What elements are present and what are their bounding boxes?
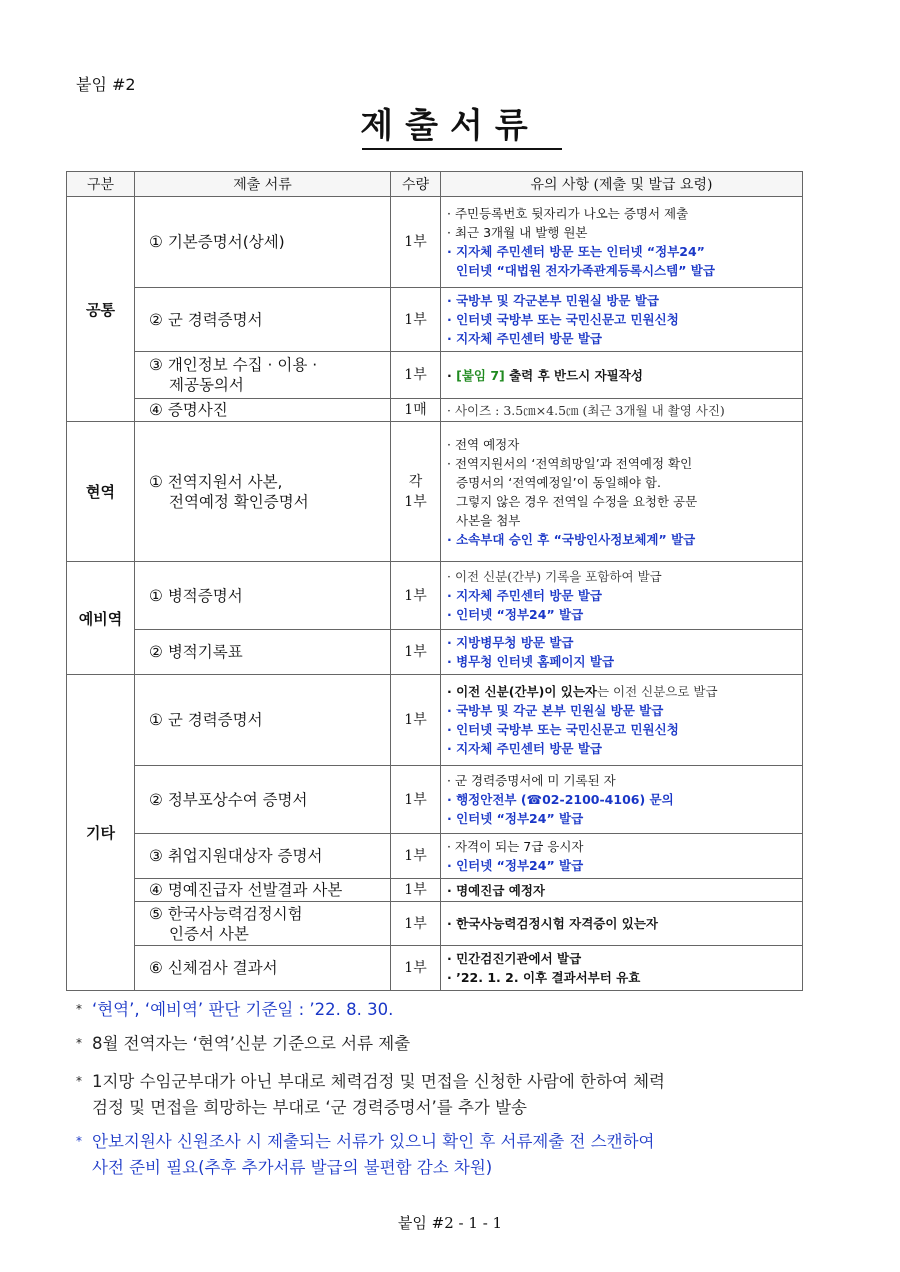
doc-notes: · 전역 예정자 · 전역지원서의 ‘전역희망일’과 전역예정 확인 증명서의 ‘전역예정일’이 동일해야 함. 그렇지 않은 경우 전역일 수정을 요청한 공문 사본을 첨부 · 소속부대 승인 후 “국방인사정보체계” 발급 [441, 422, 803, 562]
doc-notes: · 주민등록번호 뒷자리가 나오는 증명서 제출 · 최근 3개월 내 발행 원본 · 지자체 주민센터 방문 또는 인터넷 “정부24” 인터넷 “대법원 전자가족관계등록시스템” 발급 [441, 197, 803, 288]
table-row [67, 288, 803, 352]
footnote-reference-date: * ‘현역’, ‘예비역’ 판단 기준일 : ’22. 8. 30. [76, 1000, 394, 1019]
doc-quantity: 1부 [391, 675, 441, 766]
col-header-category: 구분 [67, 172, 135, 197]
doc-name: ③ 취업지원대상자 증명서 [135, 834, 391, 879]
footnote-security-check: * 안보지원사 신원조사 시 제출되는 서류가 있으니 확인 후 서류제출 전 스캔하여 사전 준비 필요(추후 추가서류 발급의 불편함 감소 차원) [76, 1132, 655, 1177]
doc-quantity: 각 1부 [391, 422, 441, 562]
table-row [67, 946, 803, 991]
title-underline [362, 148, 562, 150]
doc-quantity: 1부 [391, 352, 441, 399]
doc-notes: · 국방부 및 각군본부 민원실 방문 발급 · 인터넷 국방부 또는 국민신문고 민원신청 · 지자체 주민센터 방문 발급 [441, 288, 803, 352]
table-row [67, 422, 803, 562]
table-row [67, 902, 803, 946]
doc-name: ④ 증명사진 [135, 399, 391, 422]
doc-notes: · 지방병무청 방문 발급 · 병무청 인터넷 홈페이지 발급 [441, 630, 803, 675]
table-row [67, 562, 803, 630]
doc-notes: · 사이즈 : 3.5㎝×4.5㎝ (최근 3개월 내 촬영 사진) [441, 399, 803, 422]
doc-quantity: 1부 [391, 834, 441, 879]
category-other: 기타 [67, 675, 135, 991]
doc-name: ① 병적증명서 [135, 562, 391, 630]
col-header-notes: 유의 사항 (제출 및 발급 요령) [441, 172, 803, 197]
footnote-other-unit: * 1지망 수임군부대가 아닌 부대로 체력검정 및 면접을 신청한 사람에 한하여 체력 검정 및 면접을 희망하는 부대로 ‘군 경력증명서’를 추가 발송 [76, 1072, 665, 1117]
table-header-row [67, 172, 803, 197]
doc-name: ⑤ 한국사능력검정시험 인증서 사본 [135, 902, 391, 946]
documents-table [66, 171, 803, 991]
attachment-tag: [붙임 7] [456, 367, 505, 383]
doc-notes: · 한국사능력검정시험 자격증이 있는자 [441, 902, 803, 946]
category-common: 공통 [67, 197, 135, 422]
doc-quantity: 1부 [391, 197, 441, 288]
doc-name: ③ 개인정보 수집 · 이용 · 제공동의서 [135, 352, 391, 399]
doc-name: ② 정부포상수여 증명서 [135, 766, 391, 834]
doc-name: ② 병적기록표 [135, 630, 391, 675]
table-row [67, 766, 803, 834]
page-title: 제출서류 [360, 106, 540, 146]
doc-quantity: 1부 [391, 879, 441, 902]
doc-name: ④ 명예진급자 선발결과 사본 [135, 879, 391, 902]
table-row [67, 399, 803, 422]
doc-notes: · 명예진급 예정자 [441, 879, 803, 902]
doc-name: ① 군 경력증명서 [135, 675, 391, 766]
category-reserve: 예비역 [67, 562, 135, 675]
doc-quantity: 1부 [391, 946, 441, 991]
table-row [67, 197, 803, 288]
doc-quantity: 1부 [391, 766, 441, 834]
col-header-document: 제출 서류 [135, 172, 391, 197]
col-header-quantity: 수량 [391, 172, 441, 197]
doc-notes: · 자격이 되는 7급 응시자 · 인터넷 “정부24” 발급 [441, 834, 803, 879]
doc-name: ① 전역지원서 사본, 전역예정 확인증명서 [135, 422, 391, 562]
page-number: 붙임 #2 - 1 - 1 [397, 1214, 503, 1232]
table-row [67, 834, 803, 879]
footnote-august-discharge: * 8월 전역자는 ‘현역’신분 기준으로 서류 제출 [76, 1034, 411, 1053]
table-row [67, 879, 803, 902]
doc-quantity: 1부 [391, 562, 441, 630]
table-row [67, 352, 803, 399]
doc-quantity: 1매 [391, 399, 441, 422]
doc-notes: · 이전 신분(간부) 기록을 포함하여 발급 · 지자체 주민센터 방문 발급 · 인터넷 “정부24” 발급 [441, 562, 803, 630]
table-row [67, 630, 803, 675]
doc-notes: · [붙임 7] 출력 후 반드시 자필작성 [441, 352, 803, 399]
attachment-label: 붙임 #2 [76, 75, 136, 94]
category-active: 현역 [67, 422, 135, 562]
doc-name: ⑥ 신체검사 결과서 [135, 946, 391, 991]
doc-name: ① 기본증명서(상세) [135, 197, 391, 288]
doc-notes: · 민간검진기관에서 발급 · ’22. 1. 2. 이후 결과서부터 유효 [441, 946, 803, 991]
table-row [67, 675, 803, 766]
doc-notes: · 군 경력증명서에 미 기록된 자 · 행정안전부 (☎02-2100-4106) 문의 · 인터넷 “정부24” 발급 [441, 766, 803, 834]
doc-quantity: 1부 [391, 902, 441, 946]
doc-name: ② 군 경력증명서 [135, 288, 391, 352]
doc-quantity: 1부 [391, 288, 441, 352]
doc-quantity: 1부 [391, 630, 441, 675]
doc-notes: · 이전 신분(간부)이 있는자는 이전 신분으로 발급 · 국방부 및 각군 본부 민원실 방문 발급 · 인터넷 국방부 또는 국민신문고 민원신청 · 지자체 주민센터 방문 발급 [441, 675, 803, 766]
